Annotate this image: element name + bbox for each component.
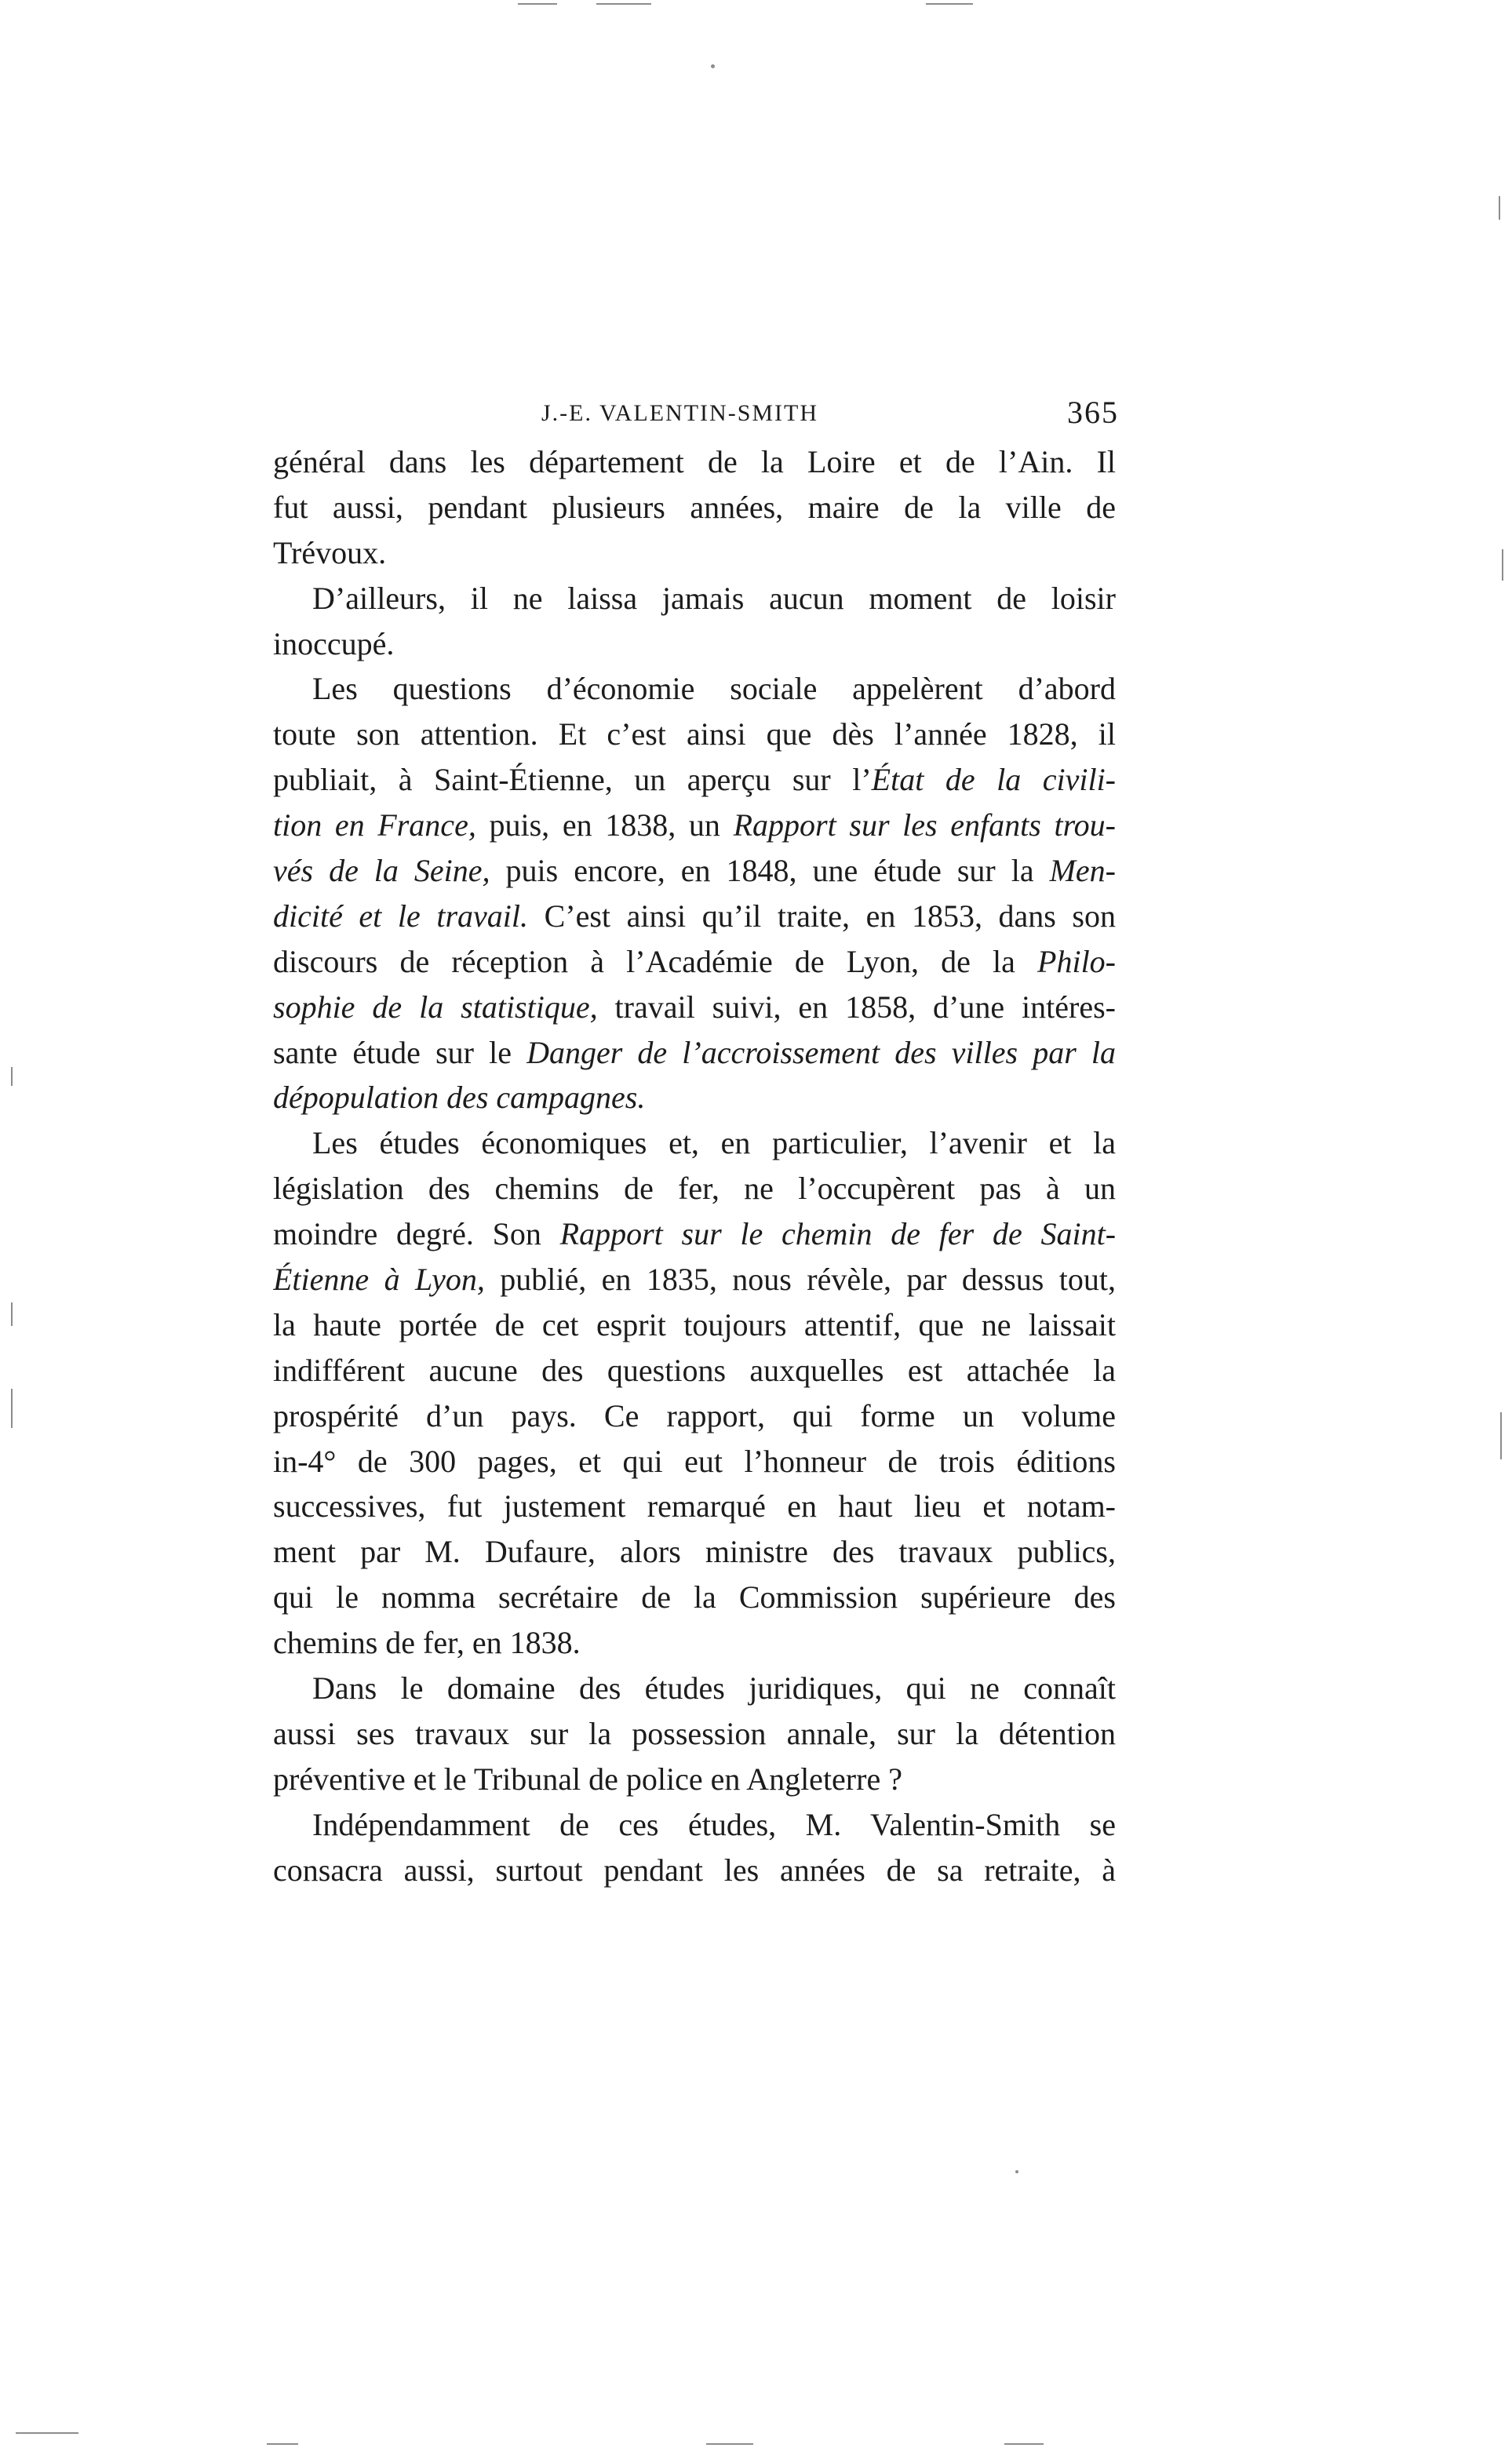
line-text: moindre degré. Son	[273, 1216, 560, 1252]
text-line	[273, 939, 1116, 985]
line-text: in-4° de 300 pages, et qui eut l’honneur de trois éditions	[273, 1443, 1116, 1479]
line-text: puis encore, en 1848, une étude sur la	[490, 853, 1050, 889]
italic-title-text: Men-	[1049, 853, 1116, 889]
text-line	[273, 666, 1116, 712]
scan-mark-top-3	[926, 3, 973, 5]
line-text: D’ailleurs, il ne laissa jamais aucun moment de loisir	[312, 580, 1116, 616]
line-text: inoccupé.	[273, 625, 395, 661]
page-number: 365	[1067, 395, 1119, 430]
scan-mark-dot-2	[1015, 2170, 1018, 2173]
scan-mark-right-2	[1502, 549, 1503, 581]
line-text: travail suivi, en 1858, d’une intéres-	[597, 989, 1116, 1025]
line-text: général dans les département de la Loire et de l’Ain. Il	[273, 444, 1116, 479]
scan-mark-left-2	[11, 1302, 13, 1326]
text-line	[273, 1302, 1116, 1348]
italic-title-text: État de la civili-	[871, 762, 1116, 798]
line-text: Les études économiques et, en particulier, l’avenir et la	[312, 1125, 1116, 1161]
scan-mark-right-3	[1500, 1412, 1502, 1459]
text-line	[273, 439, 1116, 485]
text-line	[273, 894, 1116, 939]
line-text: chemins de fer, en 1838.	[273, 1625, 581, 1661]
running-head	[541, 394, 1119, 441]
line-text: préventive et le Tribunal de police en Angleterre ?	[273, 1761, 902, 1797]
line-text: publiait, à Saint-Étienne, un aperçu sur l’	[273, 762, 872, 798]
text-line	[273, 1075, 1116, 1120]
line-text: Les questions d’économie sociale appelèrent d’abord	[312, 671, 1116, 707]
text-line	[273, 485, 1116, 530]
body-text	[273, 439, 1116, 1893]
line-text: aussi ses travaux sur la possession annale, sur la détention	[273, 1715, 1116, 1751]
line-text: toute son attention. Et c’est ainsi que dès l’année 1828, il	[273, 716, 1116, 752]
line-text: la haute portée de cet esprit toujours attentif, que ne laissait	[273, 1306, 1116, 1342]
text-line	[273, 1529, 1116, 1575]
text-line	[273, 1393, 1116, 1439]
text-line	[273, 985, 1116, 1030]
scan-mark-top-1	[518, 3, 557, 5]
line-text: sante étude sur le	[273, 1034, 527, 1070]
text-line	[273, 1802, 1116, 1848]
scan-mark-bottom-4	[1004, 2443, 1044, 2445]
italic-title-text: sophie de la statistique,	[273, 989, 598, 1025]
italic-title-text: Philo-	[1037, 943, 1116, 979]
scan-mark-right-1	[1499, 196, 1500, 220]
text-line	[273, 1120, 1116, 1166]
text-line	[273, 1575, 1116, 1620]
italic-title-text: tion en France,	[273, 807, 476, 843]
scan-mark-bottom-2	[267, 2443, 298, 2445]
scan-mark-left-1	[11, 1067, 13, 1086]
text-line	[273, 1030, 1116, 1076]
line-text: indifférent aucune des questions auxquelles est attachée la	[273, 1352, 1116, 1388]
text-line	[273, 1257, 1116, 1302]
scan-mark-bottom-3	[706, 2443, 753, 2445]
line-text: discours de réception à l’Académie de Lyon, de la	[273, 943, 1038, 979]
line-text: puis, en 1838, un	[475, 807, 734, 843]
text-line	[273, 1439, 1116, 1484]
scan-mark-bottom-1	[16, 2432, 78, 2434]
italic-title-text: dicité et le travail.	[273, 898, 528, 934]
italic-title-text: dépopulation des campagnes.	[273, 1080, 646, 1116]
text-line	[273, 1484, 1116, 1529]
line-text: Dans le domaine des études juridiques, qui ne connaît	[312, 1670, 1116, 1706]
line-text: Trévoux.	[273, 534, 387, 570]
text-line	[273, 1757, 1116, 1802]
text-line	[273, 1620, 1116, 1666]
text-line	[273, 621, 1116, 667]
line-text: consacra aussi, surtout pendant les années de sa retraite, à	[273, 1852, 1116, 1888]
text-line	[273, 576, 1116, 621]
italic-title-text: Danger de l’accroissement des villes par la	[526, 1034, 1116, 1070]
scan-mark-dot	[711, 64, 715, 68]
text-line	[273, 848, 1116, 894]
line-text: fut aussi, pendant plusieurs années, maire de la ville de	[273, 489, 1116, 525]
line-text: successives, fut justement remarqué en haut lieu et notam-	[273, 1488, 1116, 1524]
text-line	[273, 1848, 1116, 1893]
line-text: ment par M. Dufaure, alors ministre des travaux publics,	[273, 1534, 1116, 1570]
text-line	[273, 712, 1116, 757]
italic-title-text: Étienne à Lyon,	[273, 1262, 485, 1298]
text-line	[273, 1211, 1116, 1257]
text-line	[273, 1666, 1116, 1711]
italic-title-text: vés de la Seine,	[273, 853, 490, 889]
line-text: publié, en 1835, nous révèle, par dessus tout,	[484, 1262, 1116, 1298]
text-line	[273, 1166, 1116, 1211]
line-text: prospérité d’un pays. Ce rapport, qui forme un volume	[273, 1397, 1116, 1433]
line-text: C’est ainsi qu’il traite, en 1853, dans son	[528, 898, 1116, 934]
scan-mark-left-3	[11, 1389, 13, 1428]
italic-title-text: Rapport sur le chemin de fer de Saint-	[559, 1216, 1116, 1252]
running-title: J.-E. VALENTIN-SMITH	[541, 400, 819, 426]
text-line	[273, 1348, 1116, 1393]
scan-mark-top-2	[596, 3, 651, 5]
text-line	[273, 530, 1116, 576]
italic-title-text: Rapport sur les enfants trou-	[733, 807, 1116, 843]
text-line	[273, 757, 1116, 803]
line-text: Indépendamment de ces études, M. Valentin-Smith se	[312, 1806, 1116, 1842]
line-text: qui le nomma secrétaire de la Commission supérieure des	[273, 1579, 1116, 1615]
text-line	[273, 803, 1116, 848]
text-line	[273, 1711, 1116, 1757]
line-text: législation des chemins de fer, ne l’occupèrent pas à un	[273, 1171, 1116, 1207]
